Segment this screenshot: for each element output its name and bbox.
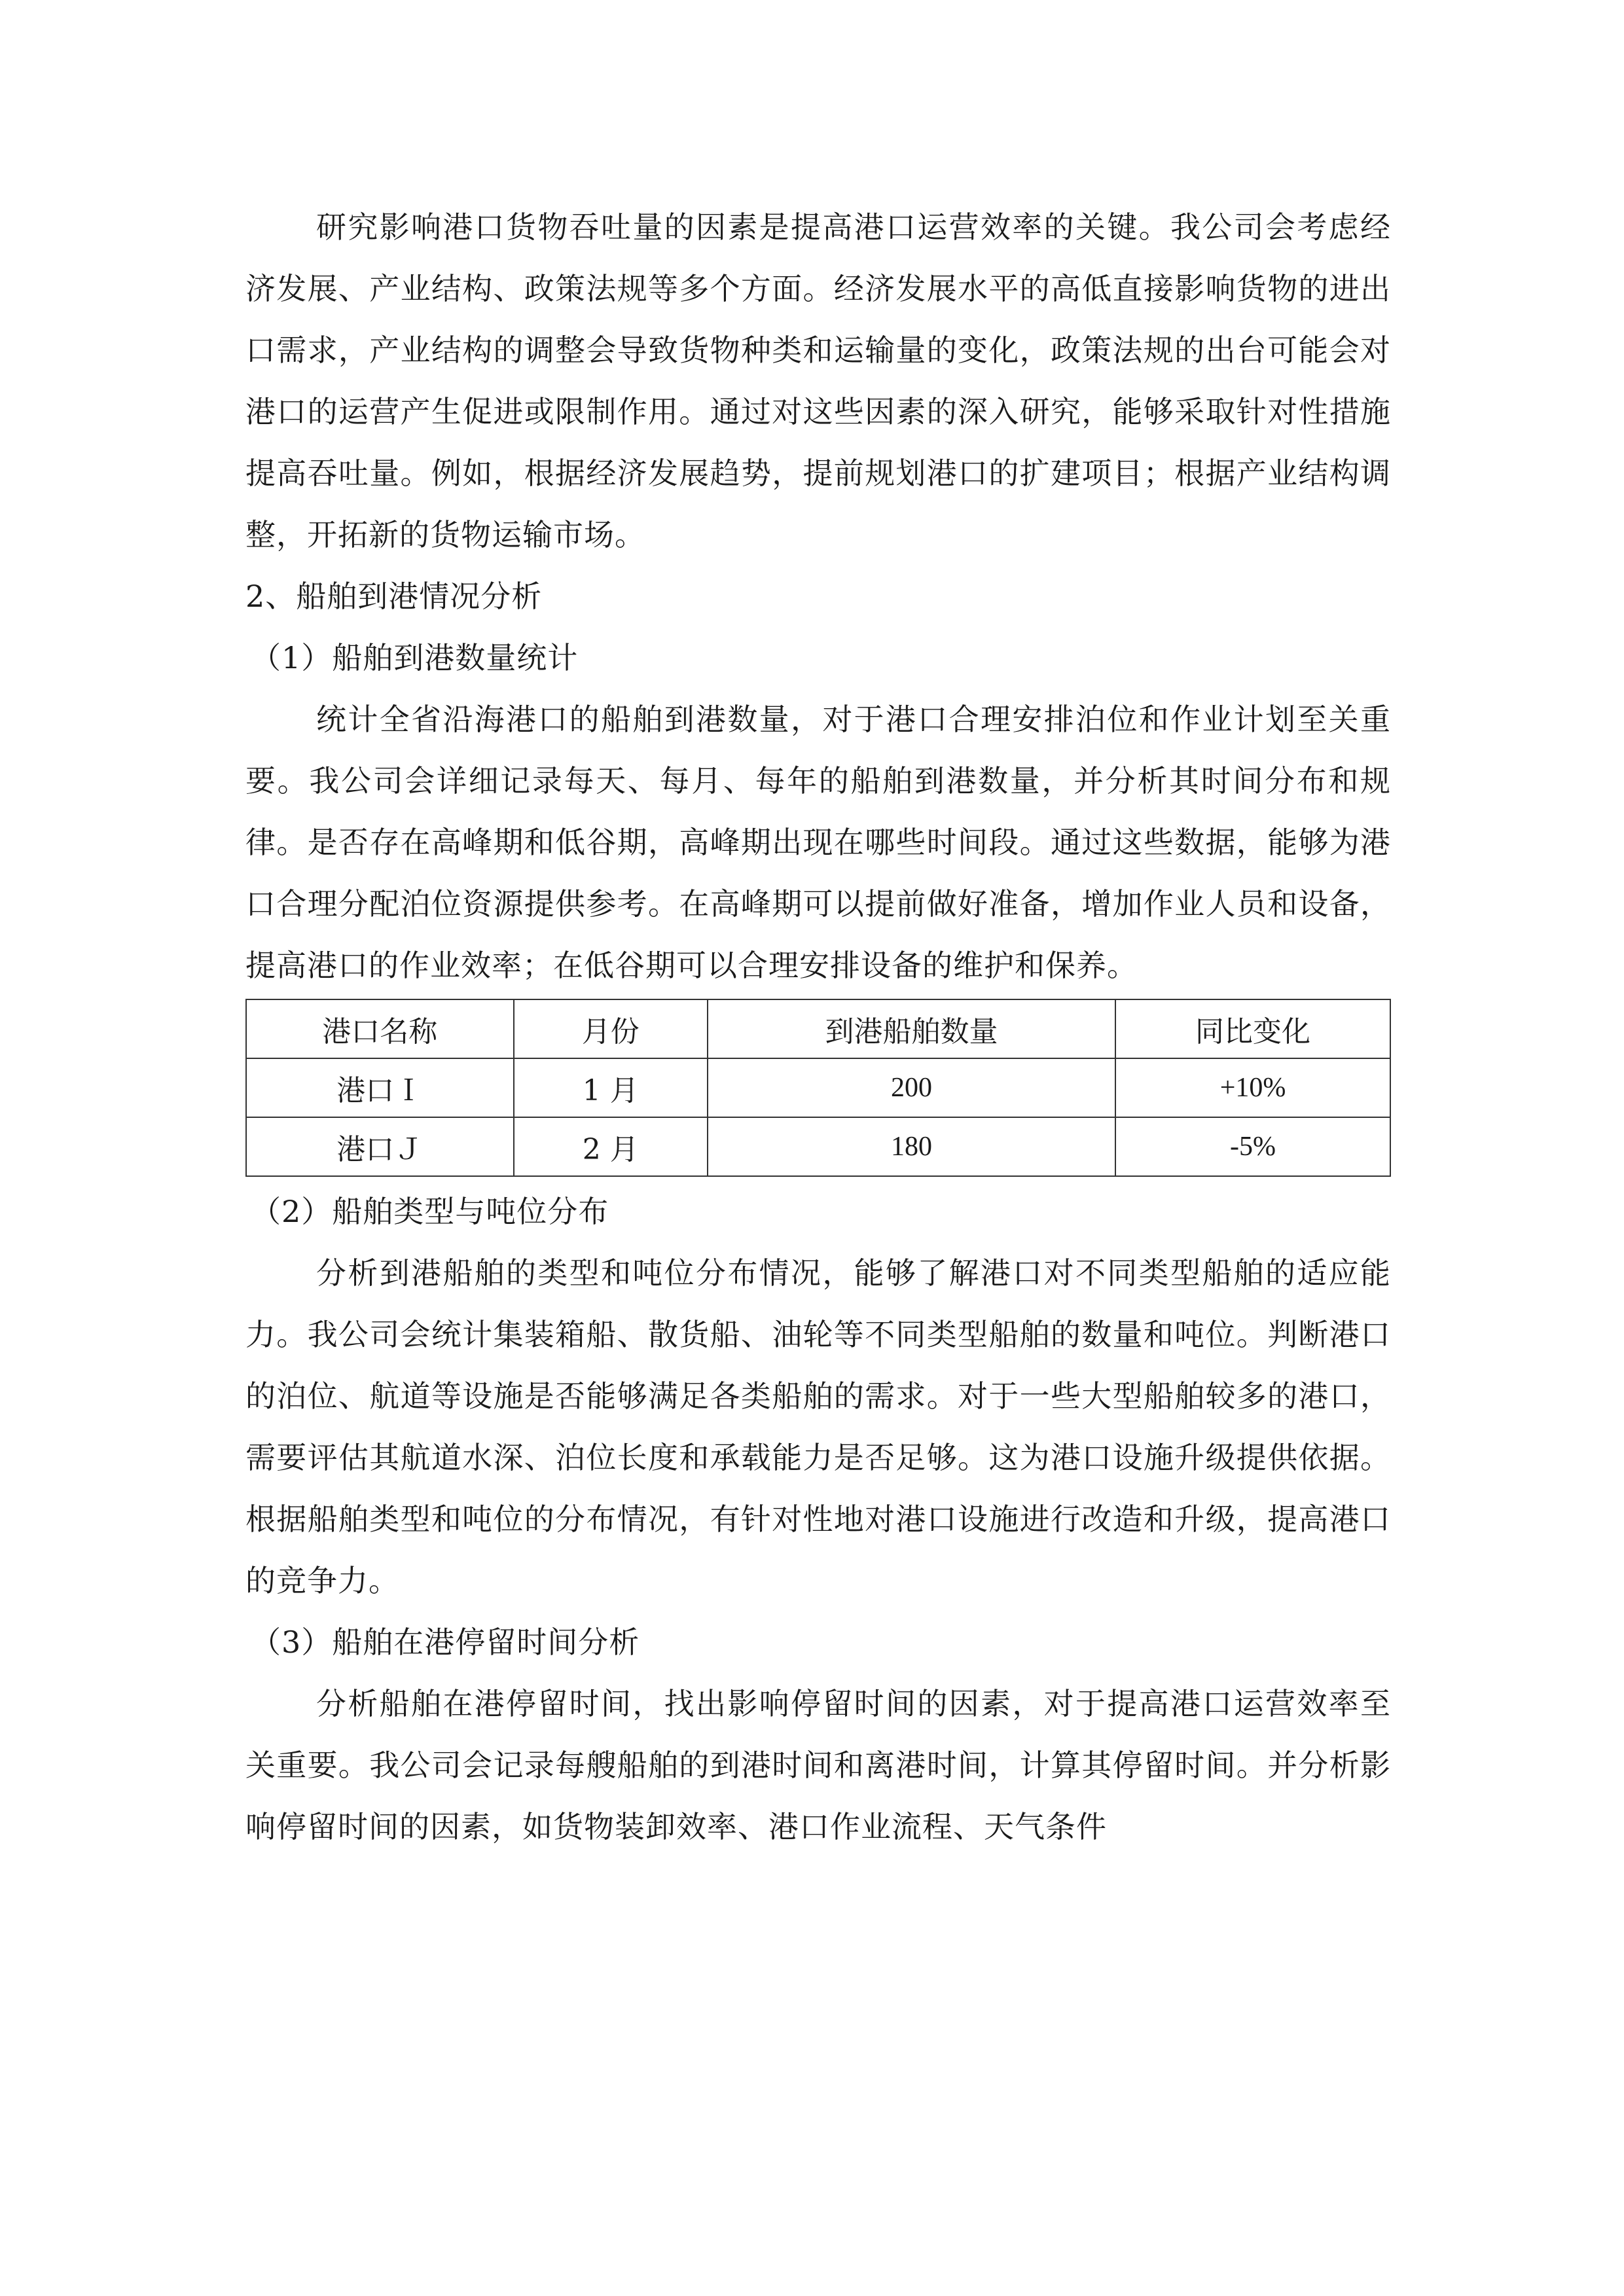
table-cell-month: 2 月 [514, 1117, 708, 1176]
table-cell-port-name: 港口Ｉ [246, 1058, 514, 1117]
sub-heading-dwell-time: （3）船舶在港停留时间分析 [251, 1624, 640, 1660]
sub-heading-arrival-count: （1）船舶到港数量统计 [251, 640, 579, 675]
table-cell-yoy-change: +10% [1115, 1058, 1390, 1117]
table-cell-ship-count: 180 [708, 1117, 1115, 1176]
table-row [246, 1117, 1390, 1176]
table-row [246, 1058, 1390, 1117]
table-header-port-name: 港口名称 [246, 999, 514, 1058]
table-cell-month: 1 月 [514, 1058, 708, 1117]
paragraph-ship-types: 分析到港船舶的类型和吨位分布情况，能够了解港口对不同类型船舶的适应能力。我公司会统计集装箱船、散货船、油轮等不同类型船舶的数量和吨位。判断港口的泊位、航道等设施是否能够满足各类船舶的需求。对于一些大型船舶较多的港口，需要评估其航道水深、泊位长度和承载能力是否足够。这为港口设施升级提供依据。根据船舶类型和吨位的分布情况，有针对性地对港口设施进行改造和升级，提高港口的竞争力。 [245, 1255, 1391, 1598]
table-cell-yoy-change: -5% [1115, 1117, 1390, 1176]
table-cell-port-name: 港口Ｊ [246, 1117, 514, 1176]
arrival-table [245, 999, 1391, 1177]
table-cell-ship-count: 200 [708, 1058, 1115, 1117]
document-page [245, 196, 1391, 1857]
table-header-row [246, 999, 1390, 1058]
table-header-ship-count: 到港船舶数量 [708, 999, 1115, 1058]
paragraph-dwell-time: 分析船舶在港停留时间，找出影响停留时间的因素，对于提高港口运营效率至关重要。我公司会记录每艘船舶的到港时间和离港时间，计算其停留时间。并分析影响停留时间的因素，如货物装卸效率、港口作业流程、天气条件 [245, 1686, 1391, 1844]
table-header-month: 月份 [514, 999, 708, 1058]
paragraph-arrival-statistics: 统计全省沿海港口的船舶到港数量，对于港口合理安排泊位和作业计划至关重要。我公司会详细记录每天、每月、每年的船舶到港数量，并分析其时间分布和规律。是否存在高峰期和低谷期，高峰期出现在哪些时间段。通过这些数据，能够为港口合理分配泊位资源提供参考。在高峰期可以提前做好准备，增加作业人员和设备，提高港口的作业效率；在低谷期可以合理安排设备的维护和保养。 [245, 702, 1391, 983]
sub-heading-ship-types: （2）船舶类型与吨位分布 [251, 1194, 609, 1229]
table-header-yoy-change: 同比变化 [1115, 999, 1390, 1058]
section-heading-ship-arrivals: 2、船舶到港情况分析 [245, 579, 543, 614]
paragraph-throughput-factors: 研究影响港口货物吞吐量的因素是提高港口运营效率的关键。我公司会考虑经济发展、产业结构、政策法规等多个方面。经济发展水平的高低直接影响货物的进出口需求，产业结构的调整会导致货物种类和运输量的变化，政策法规的出台可能会对港口的运营产生促进或限制作用。通过对这些因素的深入研究，能够采取针对性措施提高吞吐量。例如，根据经济发展趋势，提前规划港口的扩建项目；根据产业结构调整，开拓新的货物运输市场。 [245, 209, 1391, 552]
